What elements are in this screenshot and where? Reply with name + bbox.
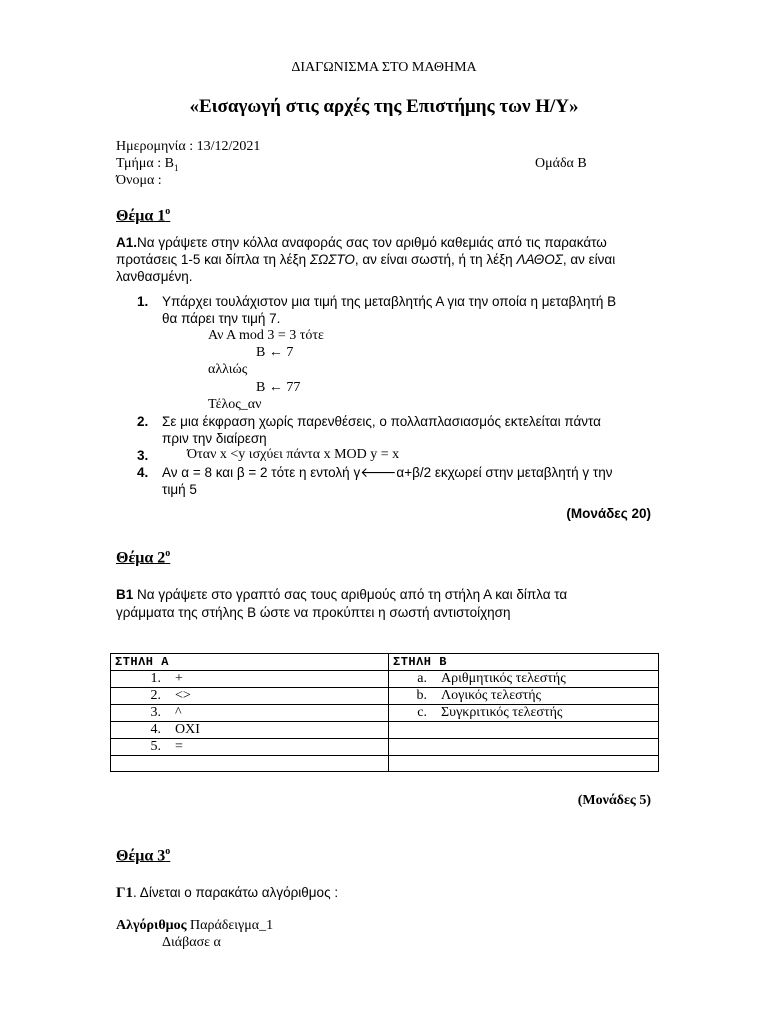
class-label: Τμήμα : Β	[116, 156, 174, 171]
table-row	[111, 687, 659, 704]
table-row	[111, 738, 659, 755]
algorithm-keyword: Αλγόριθμος	[116, 918, 187, 933]
a1-label: Α1.	[116, 235, 138, 250]
item1-line2: θα πάρει την τιμή 7.	[162, 311, 281, 326]
date-line: Ημερομηνία : 13/12/2021	[116, 139, 261, 154]
code-endif: Τέλος_αν	[208, 397, 262, 412]
course-title: «Εισαγωγή στις αρχές της Επιστήμης των Η/Υ»	[189, 96, 579, 117]
b1-label: Β1	[116, 587, 134, 602]
g1-label: Γ1	[116, 885, 134, 901]
item2-line2: πριν την διαίρεση	[162, 431, 267, 446]
b1-line1: Β1 Να γράψετε στο γραπτό σας τους αριθμούς από τη στήλη Α και δίπλα τα	[116, 587, 568, 602]
class-sub: 1	[173, 162, 179, 173]
theme1-points: (Μονάδες 20)	[566, 506, 651, 521]
column-a-cell: 4. ΟΧΙ	[111, 721, 389, 738]
theme2-points: (Μονάδες 5)	[577, 793, 651, 808]
column-a-cell: 5. =	[111, 738, 389, 755]
column-a-cell	[111, 755, 389, 772]
b1-line2: γράμματα της στήλης Β ώστε να προκύπτει η σωστή αντιστοίχηση	[116, 605, 511, 620]
column-a-cell: 3. ^	[111, 704, 389, 721]
item2-line1: Σε μια έκφραση χωρίς παρενθέσεις, ο πολλαπλασιασμός εκτελείται πάντα	[162, 414, 601, 429]
code-if: Αν Α mod 3 = 3 τότε	[208, 328, 324, 343]
group-label: Ομάδα Β	[535, 156, 587, 171]
algorithm-header	[116, 918, 273, 934]
code-else: αλλιώς	[208, 362, 248, 377]
column-b-cell: b. Λογικός τελεστής	[389, 687, 659, 704]
item-number: 2.	[137, 414, 149, 429]
column-b-cell	[389, 755, 659, 772]
algorithm-name: Παράδειγμα_1	[186, 918, 274, 933]
item1-line1: Υπάρχει τουλάχιστον μια τιμή της μεταβλητής Α για την οποία η μεταβλητή Β	[162, 294, 617, 309]
exam-title: ΔΙΑΓΩΝΙΣΜΑ ΣΤΟ ΜΑΘΗΜΑ	[291, 60, 477, 75]
column-b-cell	[389, 721, 659, 738]
table-row	[111, 670, 659, 687]
a1-line2: προτάσεις 1-5 και δίπλα τη λέξη ΣΩΣΤΟ, αν είναι σωστή, ή τη λέξη ΛΑΘΟΣ, αν είναι	[116, 252, 616, 267]
a1-line1: Α1.Να γράψετε στην κόλλα αναφοράς σας τον αριθμό καθεμιάς από τις παρακάτω	[116, 235, 607, 250]
column-b-header: ΣΤΗΛΗ Β	[389, 654, 659, 671]
item-number: 3.	[137, 448, 149, 463]
theme2-heading: Θέμα $2^o$	[116, 548, 171, 567]
column-a-cell: 1. +	[111, 670, 389, 687]
column-b-cell	[389, 738, 659, 755]
theme3-heading: Θέμα $3^o$	[116, 846, 171, 865]
algorithm-line-read: Διάβασε α	[162, 935, 221, 950]
name-line: Όνομα :	[116, 173, 162, 188]
a1-line3: λανθασμένη.	[116, 269, 193, 284]
item4-line1: Αν α = 8 και β = 2 τότε η εντολή γ🡐α+β/2 εκχωρεί στην μεταβλητή γ την	[162, 465, 613, 480]
g1-line: Γ1. Δίνεται ο παρακάτω αλγόριθμος :	[116, 885, 339, 901]
column-b-cell: a. Αριθμητικός τελεστής	[389, 670, 659, 687]
table-row	[111, 704, 659, 721]
class-line	[116, 156, 178, 173]
theme1-heading: Θέμα $1^o$	[116, 206, 171, 225]
matching-table	[110, 653, 659, 772]
item-number: 4.	[137, 465, 149, 480]
left-arrow-icon: 🡐	[360, 465, 397, 480]
table-header-row	[111, 654, 659, 671]
column-a-cell: 2. <>	[111, 687, 389, 704]
column-b-cell: c. Συγκριτικός τελεστής	[389, 704, 659, 721]
code-assign-77: Β ← 77	[256, 380, 301, 395]
item-number: 1.	[137, 294, 149, 309]
table-row	[111, 721, 659, 738]
item3-line1: Όταν x <y ισχύει πάντα x MOD y = x	[187, 447, 400, 462]
item4-line2: τιμή 5	[162, 482, 197, 497]
column-a-header: ΣΤΗΛΗ Α	[111, 654, 389, 671]
table-row	[111, 755, 659, 772]
code-assign-7: Β ← 7	[256, 345, 294, 360]
